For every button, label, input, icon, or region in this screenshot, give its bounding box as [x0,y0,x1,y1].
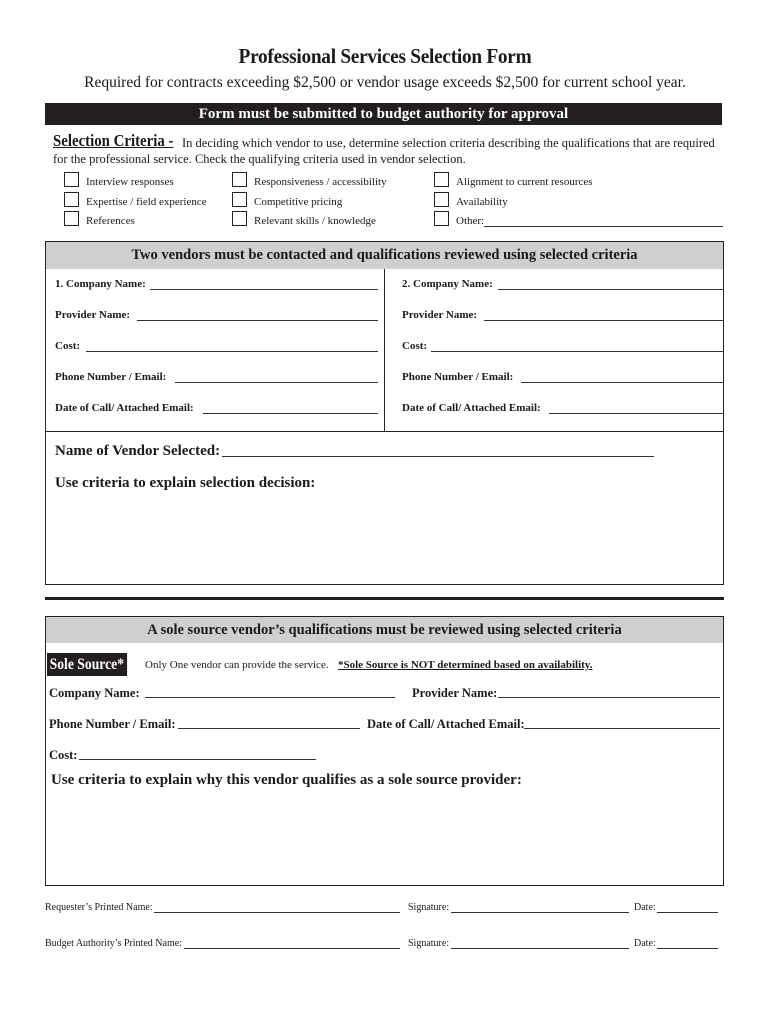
requester-date-field[interactable] [657,912,718,913]
budget-name-field[interactable] [184,948,400,949]
vendor2-company-label: 2. Company Name: [402,278,493,290]
vendor1-cost-label: Cost: [55,340,81,352]
checkbox-skills[interactable] [232,211,247,226]
requester-name-field[interactable] [154,912,400,913]
sole-source-note: Only One vendor can provide the service. [145,659,329,671]
sole-cost-label: Cost: [49,748,78,762]
sole-date-label: Date of Call/ Attached Email: [367,717,525,731]
vendor1-provider-label: Provider Name: [55,309,131,321]
submission-banner: Form must be submitted to budget authority for approval [45,103,722,125]
checkbox-label-skills: Relevant skills / knowledge [254,215,376,227]
checkbox-label-interview: Interview responses [86,176,174,188]
vendor1-company-field[interactable] [150,289,378,290]
checkbox-label-references: References [86,215,135,227]
criteria-heading-text: Selection Criteria - [53,131,174,150]
sole-phone-label: Phone Number / Email: [49,717,176,731]
checkbox-availability[interactable] [434,192,449,207]
vendor2-provider-field[interactable] [484,320,723,321]
checkbox-interview[interactable] [64,172,79,187]
sole-source-note-bold: *Sole Source is NOT determined based on availability. [338,659,593,671]
criteria-heading [53,131,173,151]
budget-date-label: Date: [634,938,656,949]
section-separator [45,597,724,600]
requester-signature-label: Signature: [408,902,450,913]
page-subtitle: Required for contracts exceeding $2,500 or vendor usage exceeds $2,500 for current school year. [84,74,686,91]
requester-date-label: Date: [634,902,656,913]
sole-date-field[interactable] [524,728,720,729]
vendor1-company-label: 1. Company Name: [55,278,146,290]
two-vendors-heading: Two vendors must be contacted and qualifications reviewed using selected criteria [46,242,723,269]
vendor2-date-field[interactable] [549,413,723,414]
vendor2-date-label: Date of Call/ Attached Email: [402,402,541,414]
checkbox-references[interactable] [64,211,79,226]
budget-signature-field[interactable] [451,948,629,949]
vendor2-phone-label: Phone Number / Email: [402,371,514,383]
vendor1-cost-field[interactable] [86,351,378,352]
vendor-selected-label: Name of Vendor Selected: [55,443,221,459]
sole-company-field[interactable] [145,697,395,698]
budget-name-label: Budget Authority’s Printed Name: [45,938,182,949]
other-input-line[interactable] [484,226,723,227]
vendor1-date-field[interactable] [203,413,378,414]
checkbox-label-alignment: Alignment to current resources [456,176,593,188]
checkbox-expertise[interactable] [64,192,79,207]
sole-provider-label: Provider Name: [412,686,498,700]
vendor2-provider-label: Provider Name: [402,309,478,321]
checkbox-alignment[interactable] [434,172,449,187]
requester-name-label: Requester’s Printed Name: [45,902,153,913]
checkbox-responsiveness[interactable] [232,172,247,187]
sole-source-heading: A sole source vendor’s qualifications must be reviewed using selected criteria [46,617,723,643]
vendor1-phone-field[interactable] [175,382,378,383]
vendor1-provider-field[interactable] [137,320,378,321]
vendor-column-divider [384,269,385,431]
checkbox-label-expertise: Expertise / field experience [86,196,207,208]
sole-cost-field[interactable] [79,759,316,760]
sole-company-label: Company Name: [49,686,140,700]
sole-phone-field[interactable] [178,728,360,729]
sole-provider-field[interactable] [498,697,720,698]
requester-signature-field[interactable] [451,912,629,913]
sole-explain-label: Use criteria to explain why this vendor qualifies as a sole source provider: [51,772,522,788]
vendor-selected-field[interactable] [222,456,654,457]
criteria-description-2: for the professional service. Check the qualifying criteria used in vendor selection. [53,152,466,166]
selection-explain-area[interactable] [55,496,715,578]
checkbox-other[interactable] [434,211,449,226]
budget-date-field[interactable] [657,948,718,949]
sole-source-badge: Sole Source* [47,653,127,676]
budget-signature-label: Signature: [408,938,450,949]
checkbox-label-availability: Availability [456,196,508,208]
vendor2-cost-field[interactable] [431,351,723,352]
selection-explain-label: Use criteria to explain selection decision: [55,475,316,491]
page-title: Professional Services Selection Form [238,44,532,68]
checkbox-label-other: Other: [456,215,485,227]
vendor2-cost-label: Cost: [402,340,428,352]
vendor2-phone-field[interactable] [521,382,723,383]
vendor-section-divider [46,431,723,432]
checkbox-pricing[interactable] [232,192,247,207]
checkbox-label-pricing: Competitive pricing [254,196,343,208]
vendor1-phone-label: Phone Number / Email: [55,371,167,383]
vendor2-company-field[interactable] [498,289,723,290]
criteria-description-1: In deciding which vendor to use, determine selection criteria describing the qualifications that are required [182,136,715,150]
checkbox-label-responsiveness: Responsiveness / accessibility [254,176,387,188]
sole-explain-area[interactable] [51,794,716,880]
vendor1-date-label: Date of Call/ Attached Email: [55,402,194,414]
